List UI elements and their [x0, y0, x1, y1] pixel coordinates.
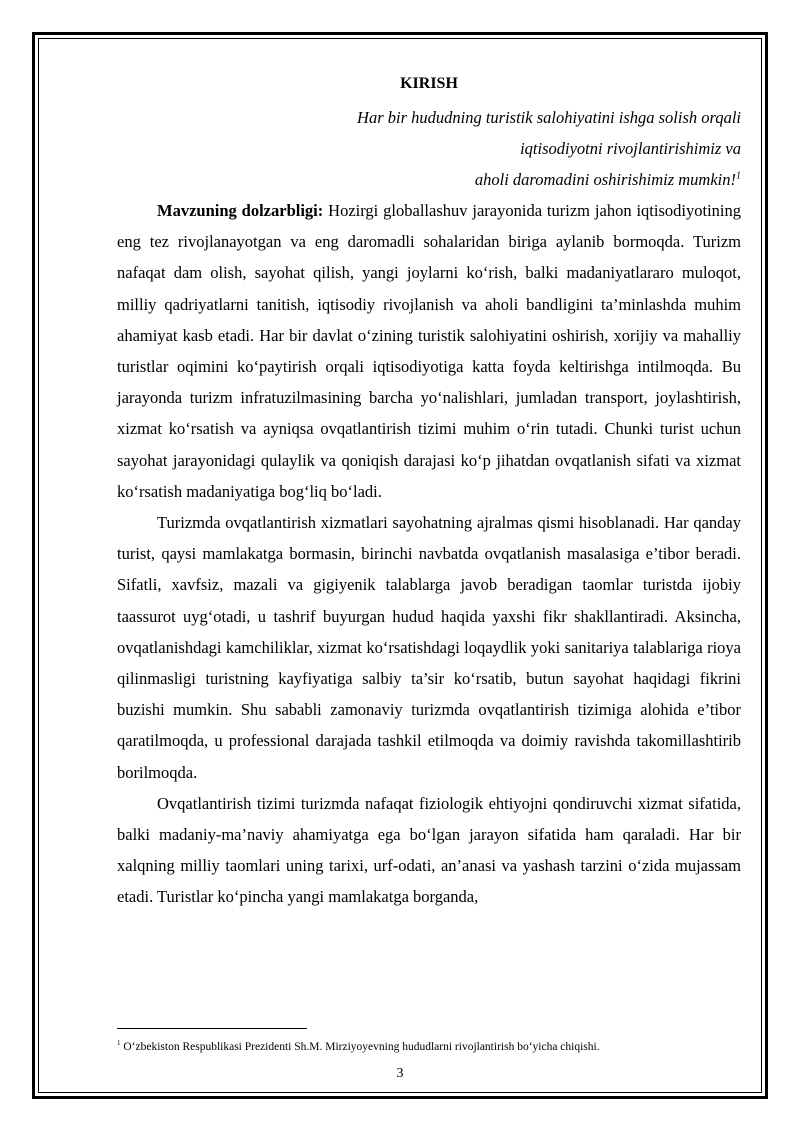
epigraph-line-3-text: aholi daromadini oshirishimiz mumkin!	[474, 170, 736, 189]
document-body	[117, 74, 741, 913]
page-number: 3	[396, 1066, 404, 1081]
epigraph-line-1: Har bir hududning turistik salohiyatini ishga solish orqali	[357, 108, 741, 127]
paragraph-3: Ovqatlantirish tizimi turizmda nafaqat fiziologik ehtiyojni qondiruvchi xizmat sifatida, balki madaniy-ma’naviy ahamiyatga ega bo‘lgan jarayon sifatida ham qaraladi. Har bir xalqning milliy taomlari uning tarixi, urf-odati, an’anasi va yashash tarzini o‘zida mujassam etadi. Turistlar ko‘pincha yangi mamlakatga borganda,	[117, 793, 741, 907]
footnote-separator	[117, 1028, 307, 1029]
paragraph-1-lead: Mavzuning dolzarbligi:	[157, 201, 324, 220]
epigraph-line-2: iqtisodiyotni rivojlantirishimiz va	[520, 139, 741, 158]
footnote-text: O‘zbekiston Respublikasi Prezidenti Sh.M. Mirziyoyevning hududlarni rivojlantirish bo‘yicha chiqishi.	[120, 1041, 600, 1053]
paragraph-1-text: Hozirgi globallashuv jarayonida turizm jahon iqtisodiyotining eng tez rivojlanayotgan va eng daromadli sohalaridan biriga aylanib bormoqda. Turizm nafaqat dam olish, sayohat qilish, yangi joylarni ko‘rish, balki madaniyatlararo muloqot, milliy qadriyatlarni tanitish, iqtisodiy rivojlanish va aholi bandligini ta’minlashda muhim ahamiyat kasb etadi. Har bir davlat o‘zining turistik salohiyatini oshirish, xorijiy va mahalliy turistlar oqimini ko‘paytirish orqali iqtisodiyotiga katta foyda keltirishga intilmoqda. Bu jarayonda turizm infratuzilmasining barcha yo‘nalishlari, jumladan transport, joylashtirish, xizmat ko‘rsatish va ayniqsa ovqatlantirish tizimi muhim o‘rin tutadi. Chunki turist uchun sayohat jarayonidagi qulaylik va qoniqish darajasi ko‘p jihatdan ovqatlanish sifati va xizmat ko‘rsatish madaniyatiga bog‘liq bo‘ladi.	[117, 201, 741, 501]
footnote-mark: 1	[117, 1039, 121, 1048]
epigraph-line-3	[117, 164, 741, 195]
page-title: KIRISH	[400, 75, 458, 92]
paragraph-2: Turizmda ovqatlantirish xizmatlari sayohatning ajralmas qismi hisoblanadi. Har qanday turist, qaysi mamlakatga bormasin, birinchi navbatda ovqatlanish masalasiga e’tibor beradi. Sifatli, xavfsiz, mazali va gigiyenik talablarga javob beradigan taomlar turistda ijobiy taassurot uyg‘otadi, u tashrif buyurgan hudud haqida yaxshi fikr shakllantiradi. Aksincha, ovqatlanishdagi kamchiliklar, xizmat ko‘rsatishdagi loqaydlik yoki sanitariya talablariga rioya qilinmasligi turistning kayfiyatiga salbiy ta’sir ko‘rsatib, butun sayohat haqidagi fikrini buzishi mumkin. Shu sababli zamonaviy turizmda ovqatlantirish tizimiga alohida e’tibor qaratilmoqda, u professional darajada tashkil etilmoqda va doimiy ravishda takomillashtirib borilmoqda.	[117, 513, 741, 782]
epigraph-footnote-mark[interactable]: 1	[736, 170, 741, 182]
epigraph	[117, 102, 741, 195]
footnote	[117, 1040, 741, 1054]
paragraph-1	[117, 195, 741, 507]
